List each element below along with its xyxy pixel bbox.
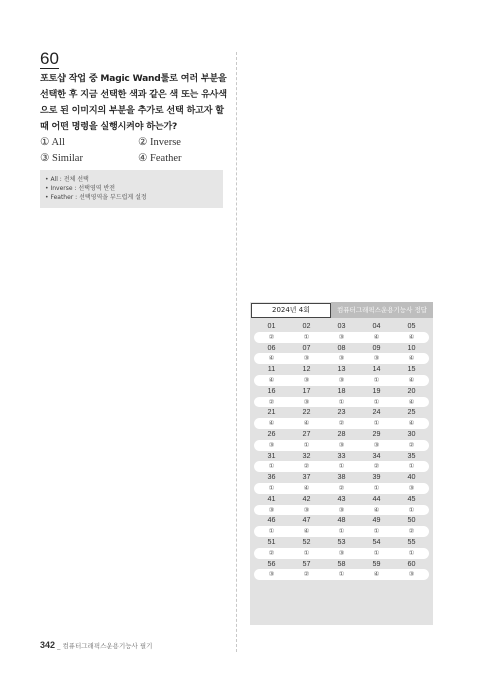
answer-question-number: 20 <box>407 385 416 395</box>
answer-question-number: 02 <box>302 321 311 330</box>
answer-question-number: 09 <box>372 342 381 352</box>
page-footer <box>40 640 152 650</box>
answer-question-number: 29 <box>372 428 381 438</box>
answer-question-number: 14 <box>372 364 381 374</box>
explanation-line: • All : 전체 선택 <box>45 176 89 183</box>
option-3: ③ Similar <box>40 153 83 164</box>
answer-row <box>254 461 429 472</box>
question-number: 60 <box>40 49 59 68</box>
answer-value: ③ <box>338 505 345 514</box>
answer-value: ① <box>373 419 380 428</box>
answer-row <box>254 332 429 343</box>
question-number-row <box>254 494 429 505</box>
answer-question-number: 42 <box>302 493 311 503</box>
answer-question-number: 26 <box>267 428 276 438</box>
answer-value: ④ <box>268 354 275 363</box>
answer-value: ④ <box>303 419 310 428</box>
answer-question-number: 35 <box>407 450 416 460</box>
answer-table <box>250 302 433 625</box>
question-number-row <box>254 386 429 397</box>
answer-question-number: 47 <box>302 515 311 525</box>
answer-question-number: 07 <box>302 342 311 352</box>
answer-value: ② <box>303 570 310 579</box>
answer-question-number: 45 <box>407 493 416 503</box>
answer-row <box>254 526 429 537</box>
answer-question-number: 40 <box>407 472 416 482</box>
answer-question-number: 04 <box>372 321 381 330</box>
answer-question-number: 51 <box>267 536 276 546</box>
answer-value: ① <box>338 527 345 536</box>
answer-value: ① <box>303 440 310 449</box>
answer-question-number: 34 <box>372 450 381 460</box>
answer-question-number: 43 <box>337 493 346 503</box>
answer-value: ④ <box>303 483 310 492</box>
answer-row <box>254 569 429 580</box>
answer-row <box>254 375 429 386</box>
answer-value: ① <box>408 505 415 514</box>
answer-table-title: 컴퓨터그래픽스운용기능사 정답 <box>331 302 433 318</box>
answer-question-number: 36 <box>267 472 276 482</box>
answer-question-number: 11 <box>267 364 276 374</box>
answer-value: ② <box>268 332 275 341</box>
answer-question-number: 30 <box>407 428 416 438</box>
explanation-line: • Inverse : 선택영역 반전 <box>45 185 116 192</box>
answer-question-number: 55 <box>407 536 416 546</box>
answer-value: ③ <box>338 375 345 384</box>
answer-question-number: 13 <box>337 364 346 374</box>
answer-value: ① <box>268 527 275 536</box>
answer-value: ③ <box>338 440 345 449</box>
answer-value: ② <box>338 483 345 492</box>
option-1: ① All <box>40 137 65 148</box>
answer-question-number: 16 <box>267 385 276 395</box>
answer-value: ④ <box>268 419 275 428</box>
answer-value: ③ <box>303 505 310 514</box>
answer-question-number: 05 <box>407 321 416 330</box>
answer-value: ② <box>303 462 310 471</box>
answer-value: ③ <box>373 440 380 449</box>
question-text: 포토샵 작업 중 Magic Wand툴로 여러 부분을 선택한 후 지금 선택한 색과 같은 색 또는 유사색으로 된 이미지의 부분을 추가로 선택 하고자 할 때 어떤 명령을 실행시켜야 하는가? <box>40 74 227 132</box>
answer-question-number: 59 <box>372 558 381 568</box>
answer-question-number: 37 <box>302 472 311 482</box>
answer-row <box>254 353 429 364</box>
answer-question-number: 41 <box>267 493 276 503</box>
option-4: ④ Feather <box>138 153 182 164</box>
answer-question-number: 46 <box>267 515 276 525</box>
answer-question-number: 17 <box>302 385 311 395</box>
answer-value: ① <box>373 483 380 492</box>
answer-value: ③ <box>373 354 380 363</box>
question-number-row <box>254 451 429 462</box>
answer-grid <box>250 318 433 580</box>
answer-question-number: 25 <box>407 407 416 417</box>
answer-value: ① <box>268 483 275 492</box>
question-number-row <box>254 472 429 483</box>
answer-value: ① <box>373 548 380 557</box>
answer-value: ③ <box>338 354 345 363</box>
answer-value: ① <box>303 548 310 557</box>
answer-value: ③ <box>408 483 415 492</box>
answer-question-number: 10 <box>407 342 416 352</box>
answer-question-number: 18 <box>337 385 346 395</box>
answer-value: ① <box>373 527 380 536</box>
answer-value: ② <box>268 548 275 557</box>
answer-value: ① <box>303 332 310 341</box>
question-number-row <box>254 407 429 418</box>
answer-table-header <box>250 302 433 318</box>
answer-question-number: 54 <box>372 536 381 546</box>
option-2: ② Inverse <box>138 137 181 148</box>
answer-value: ④ <box>373 570 380 579</box>
answer-question-number: 53 <box>337 536 346 546</box>
answer-value: ② <box>268 397 275 406</box>
answer-value: ② <box>408 440 415 449</box>
answer-value: ① <box>373 375 380 384</box>
answer-question-number: 15 <box>407 364 416 374</box>
answer-question-number: 57 <box>302 558 311 568</box>
answer-question-number: 22 <box>302 407 311 417</box>
answer-question-number: 21 <box>267 407 276 417</box>
answer-value: ① <box>408 548 415 557</box>
answer-value: ④ <box>373 332 380 341</box>
column-divider <box>236 52 237 652</box>
answer-value: ③ <box>303 375 310 384</box>
question-number-row <box>254 429 429 440</box>
answer-value: ① <box>338 462 345 471</box>
answer-value: ③ <box>408 570 415 579</box>
question-number-row <box>254 537 429 548</box>
answer-question-number: 06 <box>267 342 276 352</box>
answer-row <box>254 418 429 429</box>
book-title: 컴퓨터그래픽스운용기능사 필기 <box>62 642 153 650</box>
question-number-row <box>254 364 429 375</box>
answer-value: ③ <box>303 354 310 363</box>
answer-value: ① <box>338 570 345 579</box>
answer-row <box>254 397 429 408</box>
answer-value: ④ <box>408 397 415 406</box>
answer-value: ④ <box>303 527 310 536</box>
answer-value: ① <box>408 462 415 471</box>
answer-question-number: 24 <box>372 407 381 417</box>
answer-question-number: 56 <box>267 558 276 568</box>
footer-separator: _ <box>57 642 61 650</box>
answer-value: ③ <box>338 548 345 557</box>
answer-value: ③ <box>303 397 310 406</box>
explanation-box <box>40 170 223 208</box>
answer-question-number: 01 <box>267 321 276 330</box>
answer-year-tab: 2024년 4회 <box>251 303 331 318</box>
answer-value: ① <box>338 397 345 406</box>
answer-value: ③ <box>268 505 275 514</box>
question-number-row <box>254 515 429 526</box>
answer-value: ③ <box>268 440 275 449</box>
answer-value: ④ <box>268 375 275 384</box>
answer-question-number: 38 <box>337 472 346 482</box>
answer-question-number: 48 <box>337 515 346 525</box>
answer-value: ② <box>338 419 345 428</box>
answer-row <box>254 505 429 516</box>
answer-question-number: 23 <box>337 407 346 417</box>
answer-question-number: 50 <box>407 515 416 525</box>
answer-question-number: 12 <box>302 364 311 374</box>
answer-question-number: 31 <box>267 450 276 460</box>
answer-question-number: 03 <box>337 321 346 330</box>
answer-value: ③ <box>268 570 275 579</box>
answer-value: ① <box>373 397 380 406</box>
answer-question-number: 27 <box>302 428 311 438</box>
answer-question-number: 60 <box>407 558 416 568</box>
answer-question-number: 08 <box>337 342 346 352</box>
answer-question-number: 19 <box>372 385 381 395</box>
answer-question-number: 58 <box>337 558 346 568</box>
answer-question-number: 32 <box>302 450 311 460</box>
question-number-row <box>254 559 429 570</box>
answer-value: ② <box>408 527 415 536</box>
answer-row <box>254 548 429 559</box>
answer-value: ④ <box>408 354 415 363</box>
answer-question-number: 49 <box>372 515 381 525</box>
answer-question-number: 44 <box>372 493 381 503</box>
answer-question-number: 33 <box>337 450 346 460</box>
answer-value: ② <box>373 462 380 471</box>
question-number-row <box>254 321 429 332</box>
answer-question-number: 52 <box>302 536 311 546</box>
page-number: 342 <box>40 640 56 650</box>
answer-value: ① <box>268 462 275 471</box>
answer-value: ④ <box>408 332 415 341</box>
answer-row <box>254 440 429 451</box>
answer-value: ④ <box>408 419 415 428</box>
answer-value: ③ <box>338 332 345 341</box>
answer-value: ④ <box>373 505 380 514</box>
answer-question-number: 39 <box>372 472 381 482</box>
answer-row <box>254 483 429 494</box>
answer-value: ④ <box>408 375 415 384</box>
explanation-line: • Feather : 선택영역을 부드럽게 설정 <box>45 194 147 201</box>
answer-question-number: 28 <box>337 428 346 438</box>
question-number-row <box>254 343 429 354</box>
